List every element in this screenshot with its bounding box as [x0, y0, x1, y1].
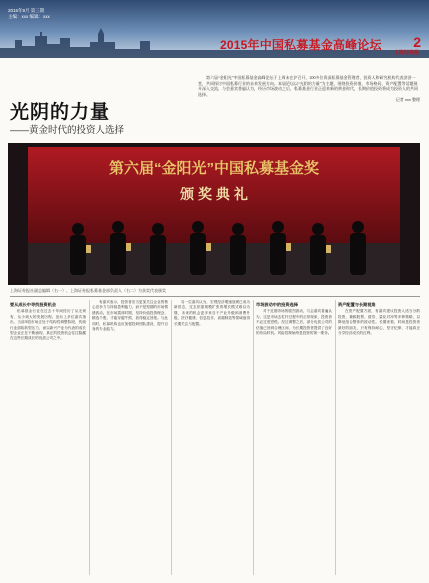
byline: 记者 xxx 整理 [395, 97, 420, 102]
article-column [174, 300, 250, 575]
section-heading: 要从成长中寻找投资机会 [10, 302, 57, 307]
forum-title: 2015年中国私募基金高峰论坛 [220, 38, 382, 52]
article-lead [198, 75, 420, 103]
section-heading: 市场波动中的投资选择 [256, 302, 298, 307]
article-subhead: ——黄金时代的投资人选择 [10, 125, 125, 136]
award-ceremony-photo [8, 143, 420, 285]
article-column [256, 300, 332, 575]
column-text: 在资产配置方面，有嘉宾建议投资人适当分散投资，兼顾股票、债券、量化对冲等多种策略，以降低组合整体的波动性。长期来看，时间是投资者最好的朋友，只有保持耐心、坚守纪律，才能真正分享经济成长的红利。 [338, 309, 420, 336]
issue-line: 2015年9月 第三期 [8, 8, 45, 13]
column-divider [171, 300, 172, 575]
column-divider [253, 300, 254, 575]
column-divider [89, 300, 90, 575]
section-heading: 资产配置与长期视角 [338, 302, 376, 307]
photo-caption: 上海证券报社副总编辑（右一）、上海证券报私募基金部负责人（右二）为获奖代表颁奖 [10, 288, 420, 297]
column-text: 对于近期市场的剧烈波动，与会嘉宾普遍认为，这是市场去杠杆过程中的正常现象，投资者不必过度恐慌。经过调整之后，部分优质公司的估值已回到合理区间，为长期投资者提供了良好的布局时机。风险控制始终是投资的第一要务。 [256, 309, 332, 336]
article-column [92, 300, 168, 575]
page-banner [0, 0, 429, 58]
article-column [338, 300, 420, 575]
article-headline: 光阴的力量 [10, 102, 111, 123]
column-divider [335, 300, 336, 575]
lead-paragraph: 第六届“金阳光”中国私募基金高峰论坛于上周末在沪召开，200多位资深私募基金管理者、投资人和研究机构代表济济一堂，共同探讨中国私募行业的未来发展方向。本届论坛以“光阴的力量”为主题，围绕投资价值、市场格局、资产配置等话题展开深入交流，与会嘉宾普遍认为，经历市场波动之后，私募基金行业正迎来新的黄金时代，长期价值投资将成为投资人的共同选择。 [198, 75, 418, 97]
stage-banner-title: 第六届“金阳光”中国私募基金奖 [108, 160, 320, 177]
column-text: 有嘉宾表示，投资者应当更加关注企业的核心竞争力与持续盈利能力，而不是短期的市场情绪波动。在市场震荡时期，坚持价值投资理念、精选个股，才能穿越牛熊、获得稳定回报。与此同时，私募机构也应加强投研团队建设，提升自身的专业能力。 [92, 300, 168, 332]
newspaper-brand: 上海证券报 [393, 50, 419, 56]
column-text: 私募基金行业在过去十年间经历了从无到有、从小到大的发展历程。论坛上多位嘉宾指出，当前A股市场正处于结构性调整阶段，传统行业面临转型压力，而以新兴产业为代表的成长型企业正在不断涌现，真正的投资机会往往隐藏在这些长期成长的优质公司之中。 [10, 309, 86, 341]
stage-illustration [8, 143, 420, 285]
article-column [10, 300, 86, 575]
issue-info [8, 8, 50, 20]
stage-banner-sub: 颁 奖 典 礼 [180, 186, 248, 202]
issue-line: 主编：xxx 编辑：xxx [8, 14, 50, 19]
page-number: 2 [413, 34, 421, 50]
column-text: 另一位嘉宾认为，宏观经济增速放缓已成为新常态，过去依靠规模扩张的增长模式难以为继，未来的机会更多来自于产业升级和消费升级，医疗健康、信息技术、高端制造等领域值得长期关注与配置。 [174, 300, 250, 326]
